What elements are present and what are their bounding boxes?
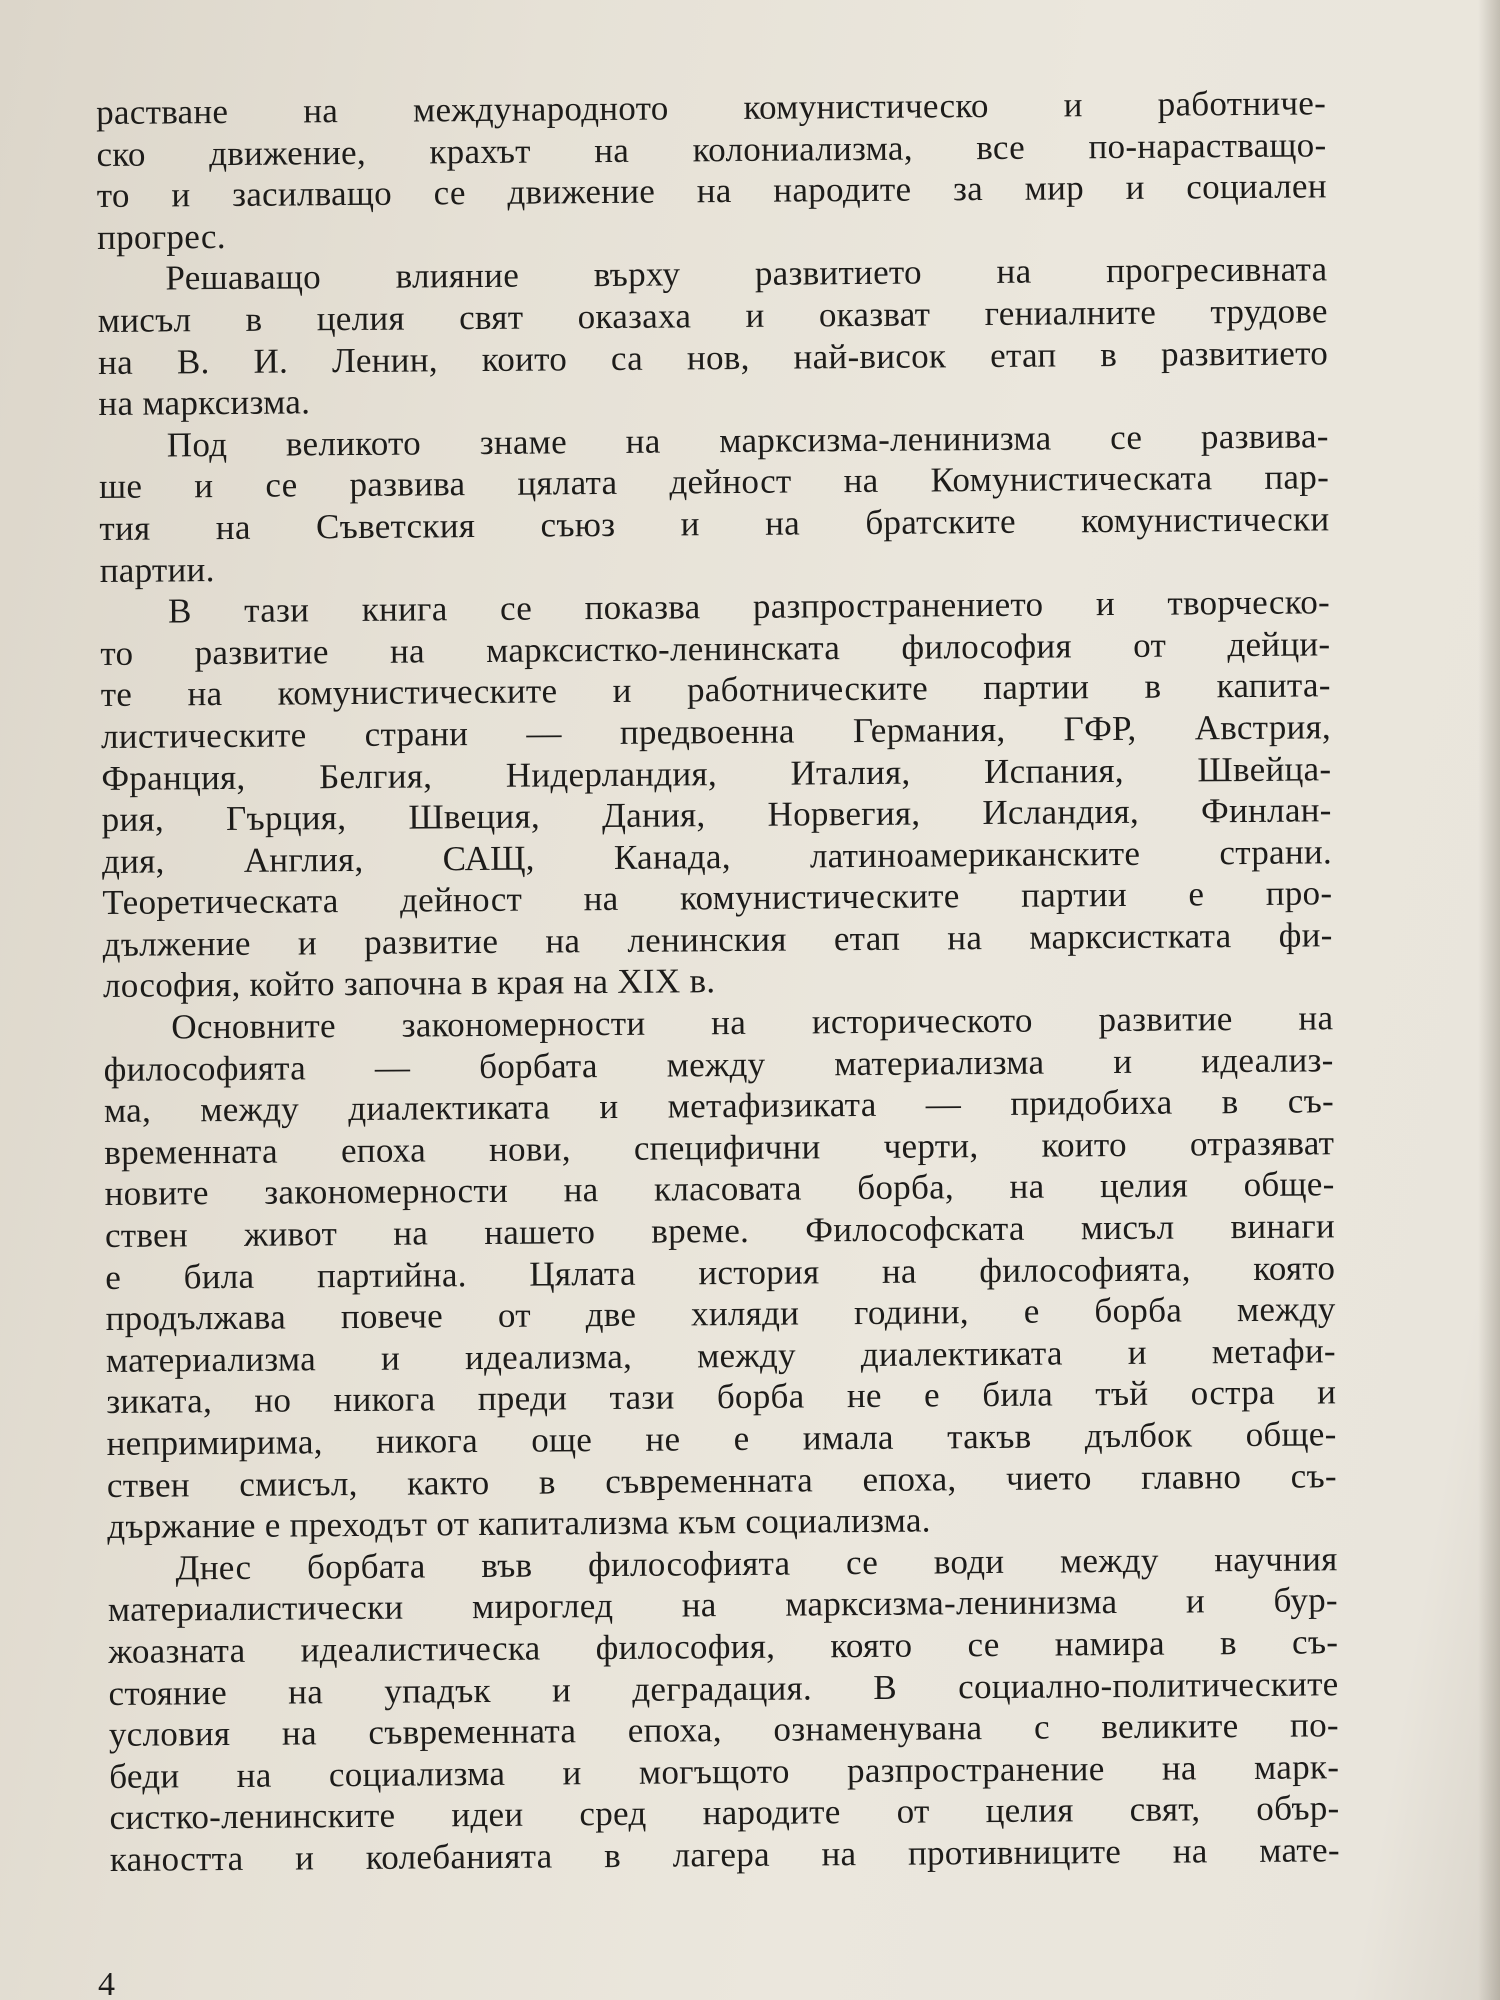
text-line: ма, между диалектиката и метафизиката — придобиха в съ- (103, 1081, 1335, 1131)
text-line: материалистически мироглед на марксизма-ленинизма и бур- (107, 1580, 1339, 1630)
text-line: Решаващо влияние върху развитието на прогресивната (165, 249, 1328, 298)
text-line: В тази книга се показва разпространението и творческо- (167, 582, 1331, 631)
text-line: прогрес. (96, 216, 226, 257)
text-line: е била партийна. Цялата история на философията, която (105, 1247, 1336, 1297)
paragraph-3 (99, 415, 1330, 591)
text-line: растване на международното комунистическо и работниче- (96, 83, 1327, 132)
text-line: ше и се развива цялата дейност на Комунистическата пар- (98, 457, 1330, 507)
text-line: новите закономерности на класовата борба, на целия обще- (104, 1164, 1335, 1214)
paragraph-5 (103, 997, 1337, 1547)
text-line: продължава повече от две хиляди години, е борба между (105, 1289, 1336, 1339)
text-line: ствен смисъл, както в съвременната епоха, чието главно съ- (106, 1455, 1338, 1505)
paragraph-2 (97, 249, 1328, 425)
text-line: лософия, който започна в края на XIX в. (102, 961, 716, 1006)
text-line: беди на социализма и могъщото разпространение на марк- (109, 1747, 1340, 1796)
text-line: мисъл в целия свят оказаха и оказват гениалните трудове (97, 291, 1328, 340)
paragraph-4 (100, 581, 1333, 1007)
text-line: държание е преходът от капитализма към социализма. (107, 1500, 931, 1547)
text-line: жоазната идеалистическа философия, която се намира в съ- (108, 1622, 1339, 1671)
paragraph-1 (96, 82, 1327, 258)
text-line: непримирима, никога още не е имала такъв дълбок обще- (106, 1414, 1337, 1463)
text-line: каността и колебанията в лагера на противниците на мате- (109, 1830, 1340, 1879)
text-line: условия на съвременната епоха, ознаменувана с великите по- (108, 1705, 1340, 1755)
text-line: на В. И. Ленин, които са нов, най-висок етап в развитието (97, 332, 1329, 382)
text-line: временната епоха нови, специфични черти, които отразяват (104, 1123, 1335, 1172)
text-line: на марксизма. (98, 382, 311, 424)
text-line: Франция, Белгия, Нидерландия, Италия, Испания, Швейца- (101, 748, 1332, 798)
text-line: ско движение, крахът на колониализма, все по-нарастващо- (96, 124, 1327, 174)
text-line: философията — борбата между материализма и идеализ- (103, 1039, 1334, 1089)
text-line: Под великото знаме на марксизма-ленинизма се развива- (166, 416, 1329, 465)
page-number: 4 (98, 1968, 115, 2000)
text-line: стояние на упадък и деградация. В социално-политическите (108, 1663, 1339, 1713)
text-line: систко-ленинските идеи сред народите от целия свят, обър- (109, 1788, 1340, 1838)
text-line: зиката, но никога преди тази борба не е била тъй остра и (106, 1372, 1337, 1422)
text-line: Теоретическата дейност на комунистическите партии е про- (102, 873, 1333, 923)
page-body-text (96, 82, 1340, 1880)
page-edge-shadow (1478, 0, 1500, 2000)
text-line: дия, Англия, САЩ, Канада, латиноамериканските страни. (101, 832, 1333, 881)
text-line: материализма и идеализма, между диалектиката и метафи- (105, 1331, 1337, 1380)
text-line: то и засилващо се движение на народите за мир и социален (96, 166, 1327, 216)
text-line: ствен живот на нашето време. Философската мисъл винаги (104, 1206, 1336, 1255)
text-line: листическите страни — предвоенна Германия, ГФР, Австрия, (100, 707, 1332, 756)
text-line: дължение и развитие на ленинския етап на марксистката фи- (102, 915, 1333, 964)
text-line: те на комунистическите и работническите партии в капита- (100, 665, 1331, 715)
paragraph-6 (107, 1538, 1340, 1880)
text-line: Основните закономерности на историческото развитие на (171, 998, 1334, 1047)
text-line: рия, Гърция, Швеция, Дания, Норвегия, Исландия, Финлан- (101, 790, 1332, 840)
text-line: то развитие на марксистко-ленинската философия от дейци- (100, 624, 1331, 673)
text-line: партии. (99, 549, 215, 590)
text-line: Днес борбата във философията се води между научния (175, 1539, 1338, 1588)
text-line: тия на Съветския съюз и на братските комунистически (99, 499, 1330, 548)
